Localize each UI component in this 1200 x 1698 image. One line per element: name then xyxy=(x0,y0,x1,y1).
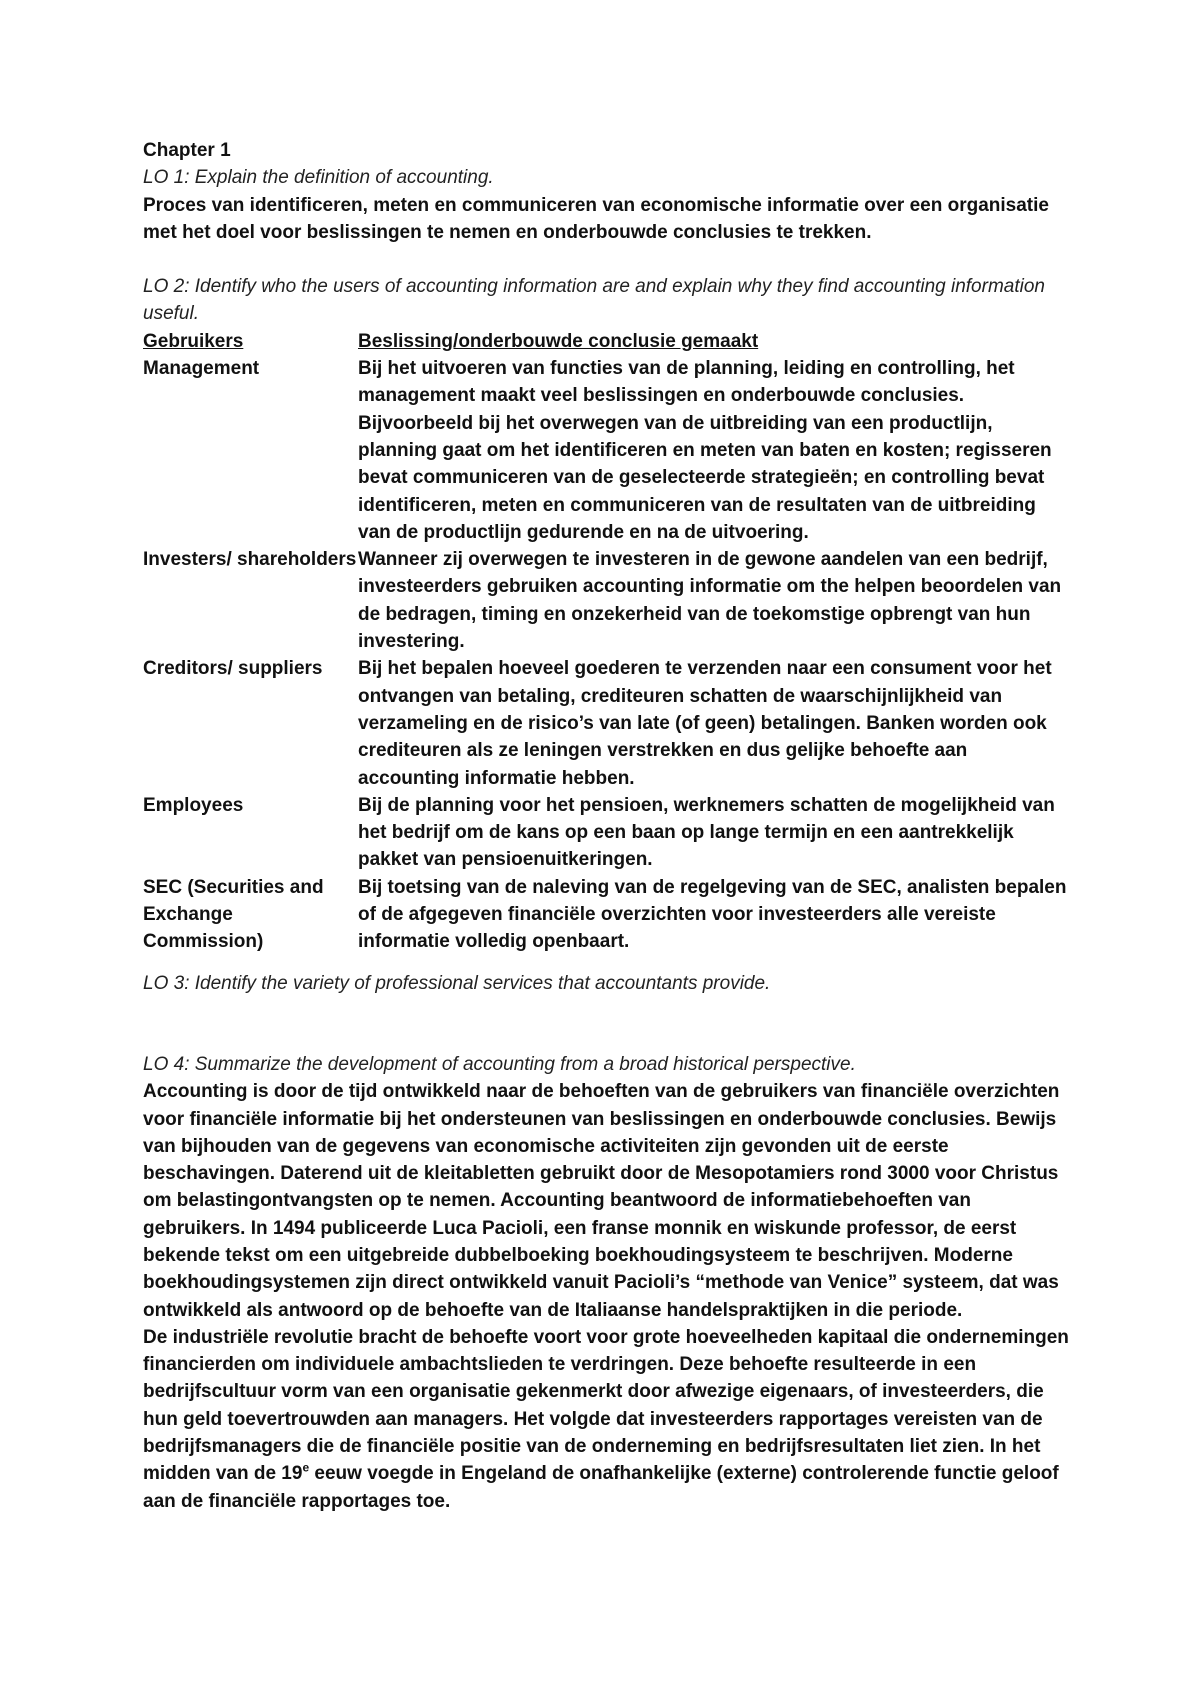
header-decision: Beslissing/onderbouwde conclusie gemaakt xyxy=(358,330,759,352)
table-header-row xyxy=(143,328,1073,355)
spacer xyxy=(143,246,1073,273)
lo3-heading: LO 3: Identify the variety of professional services that accountants provide. xyxy=(143,972,771,994)
decision-cell: Bij het uitvoeren van functies van de planning, leiding en controlling, het management maakt veel beslissingen en onderbouwde conclusies. Bijvoorbeeld bij het overwegen van de uitbreiding van een productlijn, planning gaat om het identificeren en meten van baten en kosten; regisseren bevat communiceren van de geselecteerde strategieën; en controlling bevat identificeren, meten en communiceren van de resultaten van de uitbreiding van de productlijn gedurende en na de uitvoering. xyxy=(358,358,1052,543)
user-cell: Employees xyxy=(143,794,244,816)
decision-cell: Wanneer zij overwegen te investeren in de gewone aandelen van een bedrijf, investeerders gebruiken accounting informatie om the helpen beoordelen van de bedragen, timing en onzekerheid van de toekomstige opbrengt van hun investering. xyxy=(358,549,1062,653)
table-row xyxy=(143,655,1073,791)
table-row xyxy=(143,546,1073,655)
document-page xyxy=(143,137,1073,1515)
spacer xyxy=(143,997,1073,1051)
paragraph-text: De industriële revolutie bracht de behoefte voort voor grote hoeveelheden kapitaal die ondernemingen financierden om individuele ambachtslieden te verdringen. Deze behoefte resulteerde in een bedrijfscultuur vorm van een organisatie gekenmerkt door afwezige eigenaars, of investeerders, die hun geld toevertrouwden aan managers. Het volgde dat investeerders rapportages vereisten van de bedrijfsmanagers die de financiële positie van de onderneming en bedrijfsresultaten liet zien. In het midden van de 19 xyxy=(143,1326,1069,1485)
user-cell: Management xyxy=(143,358,260,380)
spacer xyxy=(143,956,1073,970)
lo4-heading: LO 4: Summarize the development of accounting from a broad historical perspective. xyxy=(143,1053,856,1075)
lo4-paragraph-1: Accounting is door de tijd ontwikkeld naar de behoeften van de gebruikers van financiële overzichten voor financiële informatie bij het ondersteunen van beslissingen en onderbouwde conclusies. Bewijs van bijhouden van de gegevens van economische activiteiten zijn gevonden uit de eerste beschavingen. Daterend uit de kleitabletten gebruikt door de Mesopotamiers rond 3000 voor Christus om belastingontvangsten op te nemen. Accounting beantwoord de informatiebehoeften van gebruikers. In 1494 publiceerde Luca Pacioli, een franse monnik en wiskunde professor, de eerst bekende tekst om een uitgebreide dubbelboeking boekhoudingsysteem te beschrijven. Moderne boekhoudingsystemen zijn direct ontwikkeld vanuit Pacioli’s “methode van Venice” systeem, dat was ontwikkeld als antwoord op de behoefte van de Italiaanse handelspraktijken in die periode. xyxy=(143,1081,1060,1321)
table-row xyxy=(143,355,1073,546)
superscript: e xyxy=(302,1461,310,1476)
lo2-heading: LO 2: Identify who the users of accounting information are and explain why they find accounting information useful. xyxy=(143,276,1045,325)
user-cell: Creditors/ suppliers xyxy=(143,658,323,680)
user-cell: Investers/ shareholders xyxy=(143,549,357,571)
decision-cell: Bij het bepalen hoeveel goederen te verzenden naar een consument voor het ontvangen van betaling, crediteuren schatten de waarschijnlijkheid van verzameling en de risico’s van late (of geen) betalingen. Banken worden ook crediteuren als ze leningen verstrekken en dus gelijke behoefte aan accounting informatie hebben. xyxy=(358,658,1052,789)
decision-cell: Bij toetsing van de naleving van de regelgeving van de SEC, analisten bepalen of de afgegeven financiële overzichten voor investeerders alle vereiste informatie volledig openbaart. xyxy=(358,876,1067,953)
paragraph-text: eeuw voegde in Engeland de onafhankelijke (externe) controlerende functie geloof aan de financiële rapportages toe. xyxy=(143,1463,1059,1512)
user-cell: SEC (Securities and Exchange Commission) xyxy=(143,876,324,953)
chapter-title: Chapter 1 xyxy=(143,140,231,161)
table-row xyxy=(143,874,1073,956)
lo4-paragraph-2 xyxy=(143,1324,1073,1515)
lo1-body: Proces van identificeren, meten en communiceren van economische informatie over een organisatie met het doel voor beslissingen te nemen en onderbouwde conclusies te trekken. xyxy=(143,194,1049,243)
users-table xyxy=(143,328,1073,956)
decision-cell: Bij de planning voor het pensioen, werknemers schatten de mogelijkheid van het bedrijf om de kans op een baan op lange termijn en een aantrekkelijk pakket van pensioenuitkeringen. xyxy=(358,794,1055,871)
table-row xyxy=(143,792,1073,874)
header-users: Gebruikers xyxy=(143,330,244,352)
lo1-heading: LO 1: Explain the definition of accounting. xyxy=(143,167,494,189)
